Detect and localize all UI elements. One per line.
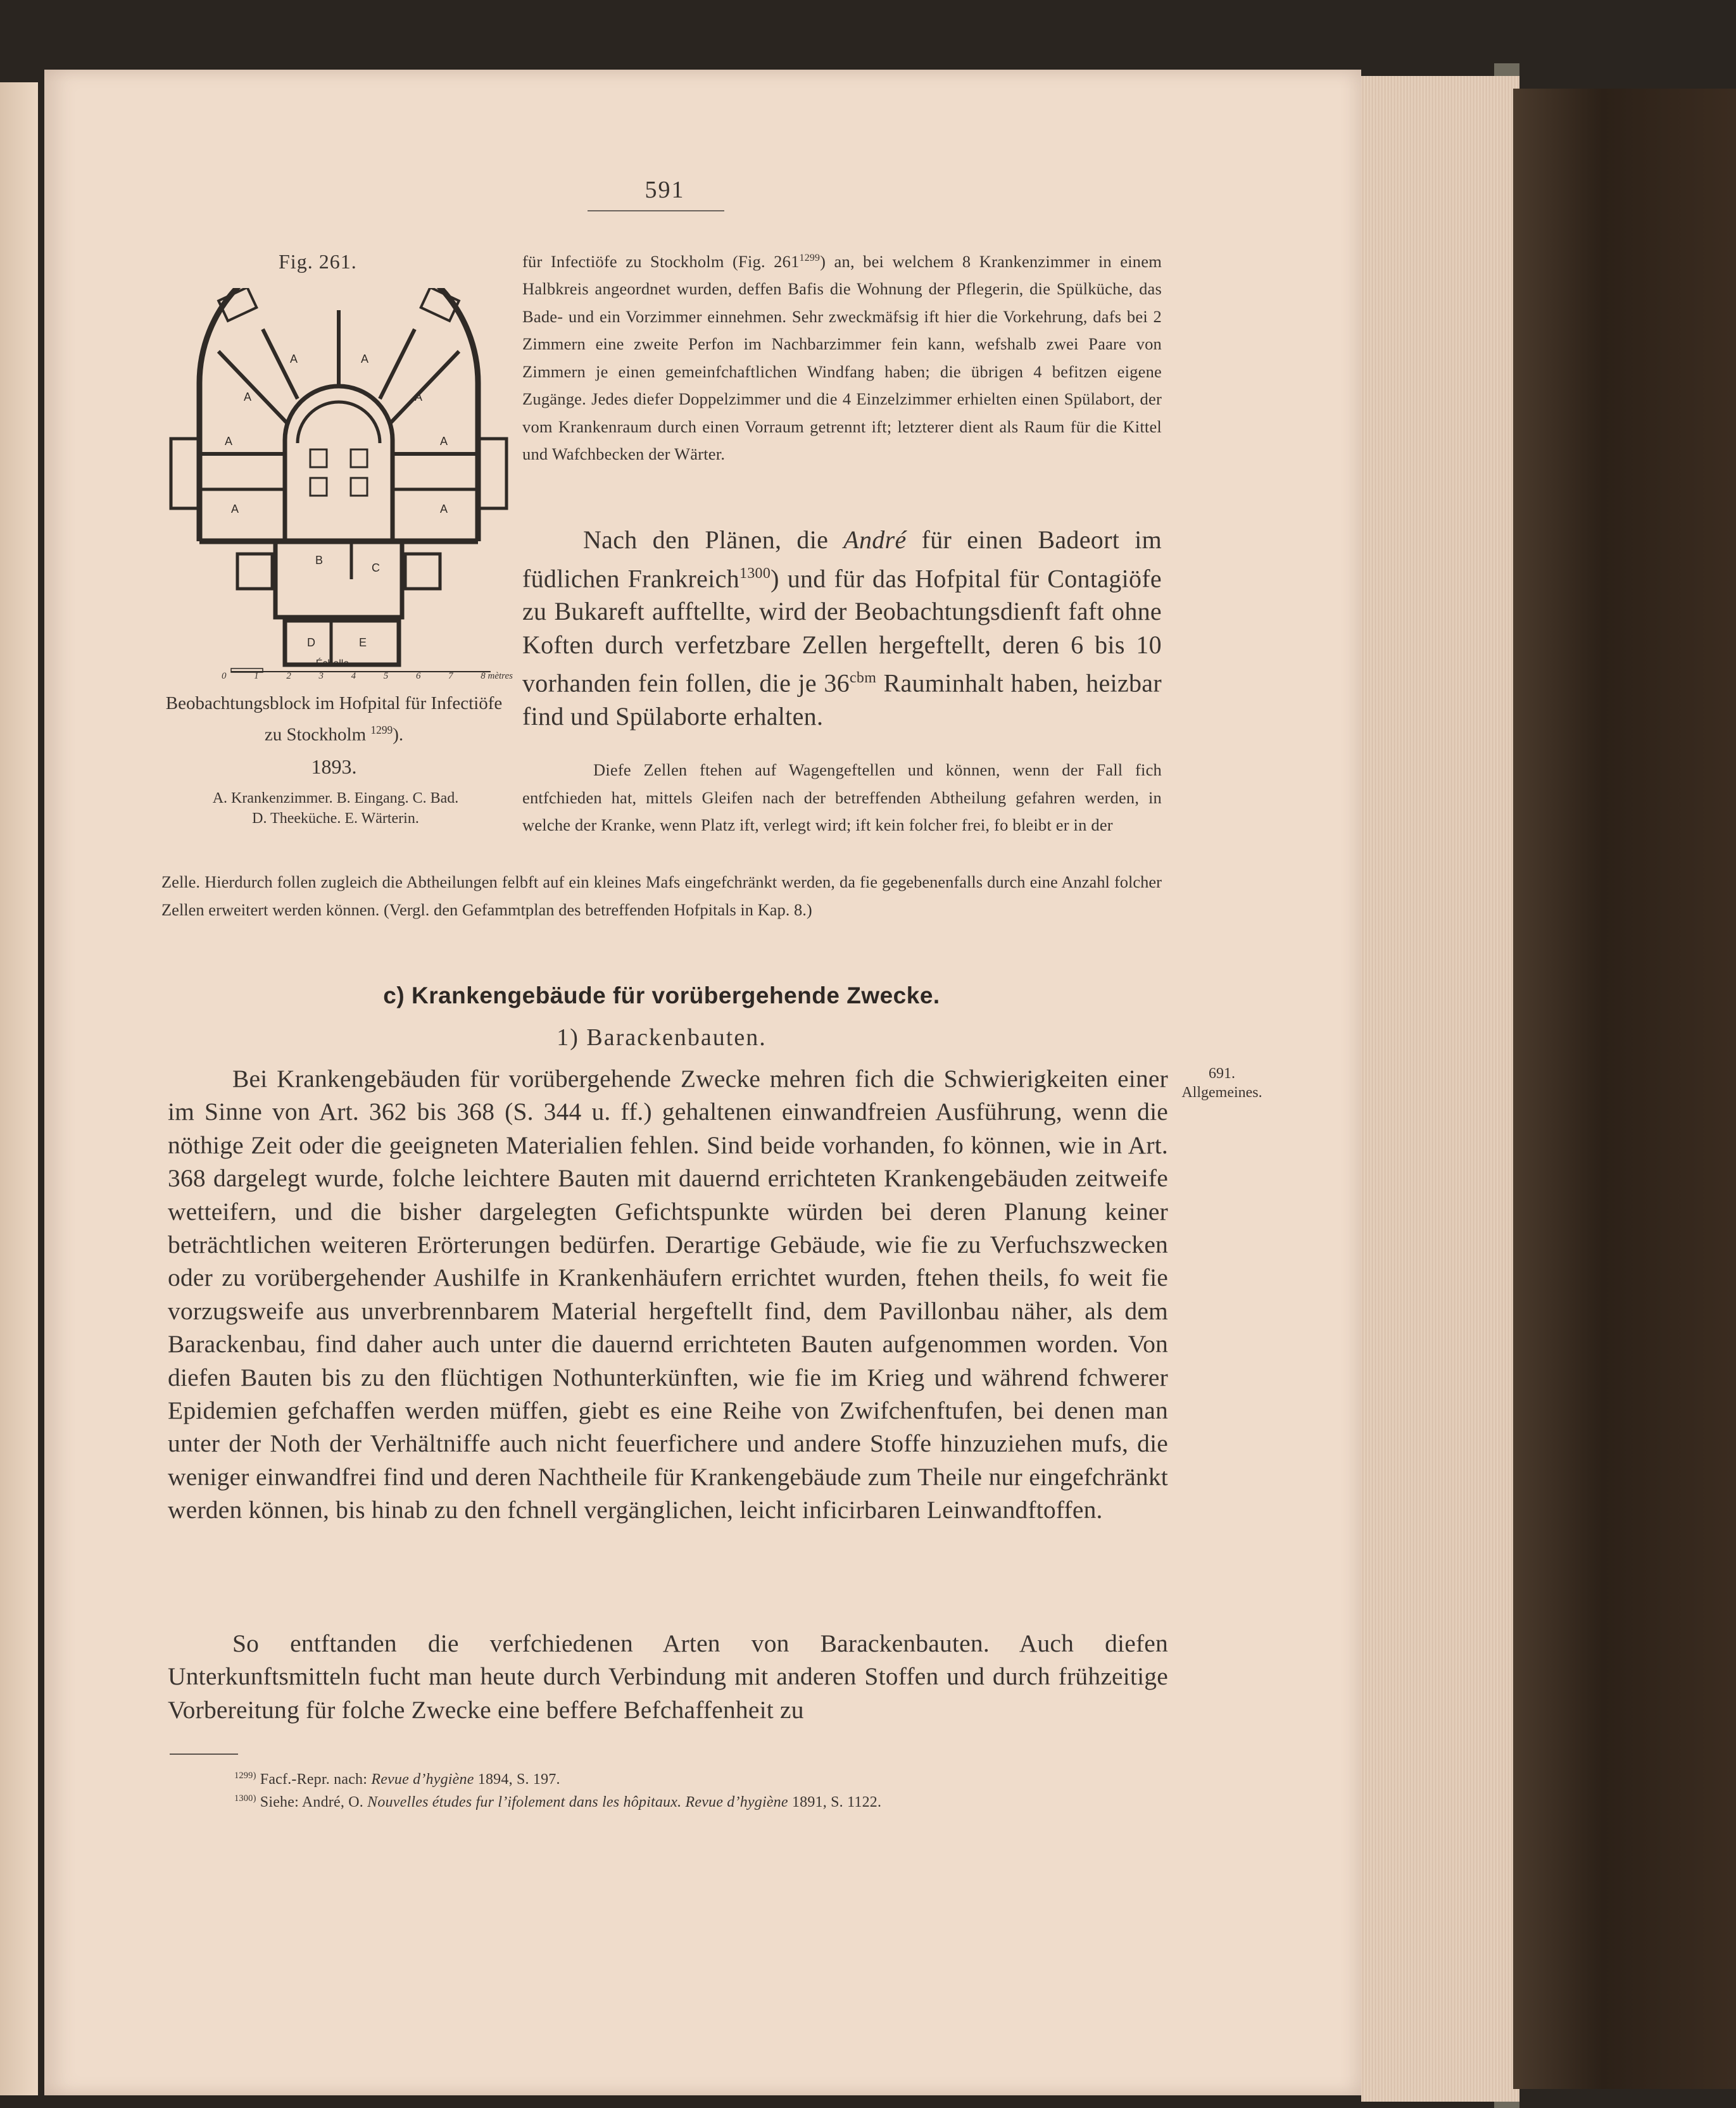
footnote-1299 <box>234 1771 560 1788</box>
footnote-number: 1299) <box>234 1771 256 1781</box>
page-number: 591 <box>645 177 685 203</box>
paragraph-text: ) an, bei welchem 8 Krankenzimmer in einem Halbkreis angeordnet wurden, deffen Bafis die Wohnung der Pflegerin, die Spülküche, das Bade- und ein Vorzimmer einnehmen. Sehr zweckmäfsig ift hier die Vorkehrung, dafs bei 2 Zimmern eine zweite Perfon im Nachbarzimmer fein kann, wefshalb zwei Paare von Zimmern je einen gemeinfchaftlichen Windfang haben; die übrigen 4 befitzen eigene Zugänge. Jedes diefer Doppelzimmer und die 4 Einzelzimmer erhielten einen Spülabort, der vom Krankenraum durch einen Vorraum getrennt ift; letzterer dient als Raum für die Kittel und Wafchbecken der Wärter. <box>522 251 1162 464</box>
figure-caption <box>161 690 506 748</box>
footnote-1300 <box>234 1793 881 1811</box>
plan-letter: A <box>225 435 233 448</box>
scale-tick: 2 <box>286 671 291 681</box>
plan-letter: C <box>372 562 380 574</box>
plan-letter: E <box>359 636 367 649</box>
figure-legend-line-2: D. Theeküche. E. Wärterin. <box>252 810 419 827</box>
scale-tick: 3 <box>318 671 324 681</box>
plan-letter: A <box>361 353 369 365</box>
paragraph-cells: Diefe Zellen ftehen auf Wagengeftellen und können, wenn der Fall fich entfchieden hat, mittels Gleifen nach der betreffenden Abtheilung gefahren werden, in welche der Kranke, wenn Platz ift, verlegt wird; ift kein folcher frei, fo bleibt er in der <box>522 760 1162 834</box>
page-edges <box>1361 76 1519 2102</box>
footnote-title: Revue d’hygiène <box>371 1771 474 1788</box>
scale-tick: 0 <box>222 671 227 681</box>
scale-title: Échelle <box>315 658 349 669</box>
author-name: André <box>843 525 907 554</box>
paragraph-text: Nach den Plänen, die <box>583 525 829 554</box>
figure-label: Fig. 261. <box>279 250 357 273</box>
scale-unit: 8 mètres <box>481 671 513 681</box>
plan-letter: A <box>244 391 252 403</box>
margin-note-number: 691. <box>1209 1065 1235 1082</box>
footnote-text: 1891, S. 1122. <box>791 1794 882 1810</box>
caption-close: ). <box>393 724 404 745</box>
paragraph-text: ) und für das Hofpital für Contagiöfe zu Bukareft aufftellte, wird der Beobachtungsdienft faft ohne Koften durch verfetzbare Zellen hergeftellt, deren 6 bis 10 vorhanden fein follen, die je 36 <box>522 563 1162 698</box>
plan-letter: B <box>315 554 324 567</box>
unit-label: cbm <box>849 670 877 687</box>
subsection-heading: 1) Barackenbauten. <box>557 1024 767 1051</box>
footnote-text: 1894, S. 197. <box>477 1771 560 1788</box>
footnote-number: 1300) <box>234 1793 256 1804</box>
footnote-ref: 1299 <box>799 253 821 263</box>
margin-note-label: Allgemeines. <box>1181 1084 1262 1101</box>
section-heading: c) Krankengebäude für vorübergehende Zwecke. <box>383 982 940 1008</box>
figure-year: 1893. <box>311 755 357 778</box>
scale-tick: 4 <box>351 671 356 681</box>
footnote-text: Facf.-Repr. nach: <box>260 1771 368 1788</box>
body-paragraph-2: So entftanden die verfchiedenen Arten von Barackenbauten. Auch diefen Unterkunftsmitteln fucht man heute durch Verbindung mit anderen Stoffen und durch frühzeitige Vorbereitung für folche Zwecke eine beffere Befchaffenheit zu <box>168 1629 1168 1724</box>
plan-letter: D <box>307 636 315 649</box>
paragraph-cells-continued: Zelle. Hierdurch follen zugleich die Abtheilungen felbft auf ein kleines Mafs eingefchränkt werden, da fie gegebenenfalls durch eine Anzahl folcher Zellen erweitert werden können. (Vergl. den Gefammtplan des betreffenden Hofpitals in Kap. 8.) <box>161 872 1162 919</box>
caption-text: Beobachtungsblock im Hofpital für Infectiöfe zu Stockholm <box>165 693 503 745</box>
paragraph-andre <box>522 524 1162 734</box>
plan-core-arc <box>298 402 380 443</box>
paragraph-text: Rauminhalt haben, heizbar find und Spülaborte erhalten. <box>522 668 1162 731</box>
footnote-rule <box>170 1754 238 1755</box>
scale-tick: 6 <box>415 671 421 681</box>
plan-letter: A <box>290 353 298 365</box>
left-page-edge <box>0 82 38 2095</box>
figure-legend-line-1: A. Krankenzimmer. B. Eingang. C. Bad. <box>212 790 459 806</box>
plan-inner-arc <box>285 386 393 440</box>
footnote-title: Nouvelles études fur l’ifolement dans les hôpitaux. Revue d’hygiène <box>367 1794 788 1810</box>
footnote-text: Siehe: André, O. <box>260 1794 363 1810</box>
scale-ticks <box>222 671 513 682</box>
caption-footnote-ref: 1299 <box>370 724 393 736</box>
book-cover <box>1513 89 1736 2089</box>
plan-letter: A <box>440 503 448 515</box>
page-number-rule <box>588 210 724 211</box>
plan-letter: A <box>440 435 448 448</box>
paragraph-stockholm <box>522 244 1162 468</box>
body-paragraph-1: Bei Krankengebäuden für vorübergehende Zwecke mehren fich die Schwierigkeiten einer im Sinne von Art. 362 bis 368 (S. 344 u. ff.) gehaltenen einwandfreien Ausführung, wenn die nöthige Zeit oder die geeigneten Materialien fehlen. Sind beide vorhanden, fo können, wie in Art. 368 dargelegt wurde, folche leichtere Bauten mit dauernd errichteten Krankengebäuden zeitweife wetteifern, und die bisher dargelegten Gefichtspunkte würden bei deren Planung keiner beträchtlichen weiteren Erörterungen bedürfen. Derartige Gebäude, wie fie zu Verfuchszwecken oder zu vorübergehender Aushilfe in Krankenhäufern errichtet wurden, ftehen theils, fo weit fie vorzugsweife aus unverbrennbarem Material hergeftellt find, dem Pavillonbau näher, als dem Barackenbau, find daher auch unter die dauernd errichteten Bauten aufgenommen worden. Von diefen Bauten bis zu den flüchtigen Nothunterkünften, wie fie im Krieg und während fchwerer Epidemien gefchaffen werden müffen, giebt es eine Reihe von Zwifchenftufen, bei denen man unter der Noth der Verhältniffe auch nicht feuerfichere und andere Stoffe hinzuziehen mufs, die weniger einwandfrei find und deren Nachtheile für Krankengebäude zum Theile nur eingefchränkt werden können, bis hinab zu den fchnell vergänglichen, leicht inficirbaren Leinwandftoffen. <box>168 1065 1168 1524</box>
scale-tick: 1 <box>254 671 259 681</box>
footnote-ref: 1300 <box>739 565 771 582</box>
scale-tick: 5 <box>383 671 389 681</box>
paragraph-text: für Infectiöfe zu Stockholm (Fig. 261 <box>522 251 800 271</box>
floor-plan-figure <box>161 288 516 681</box>
plan-letter: A <box>415 391 423 403</box>
plan-letter: A <box>231 503 239 515</box>
paragraph-text: für einen Badeort im füdlichen Frankreich <box>522 525 1162 593</box>
scale-tick: 7 <box>448 671 453 681</box>
